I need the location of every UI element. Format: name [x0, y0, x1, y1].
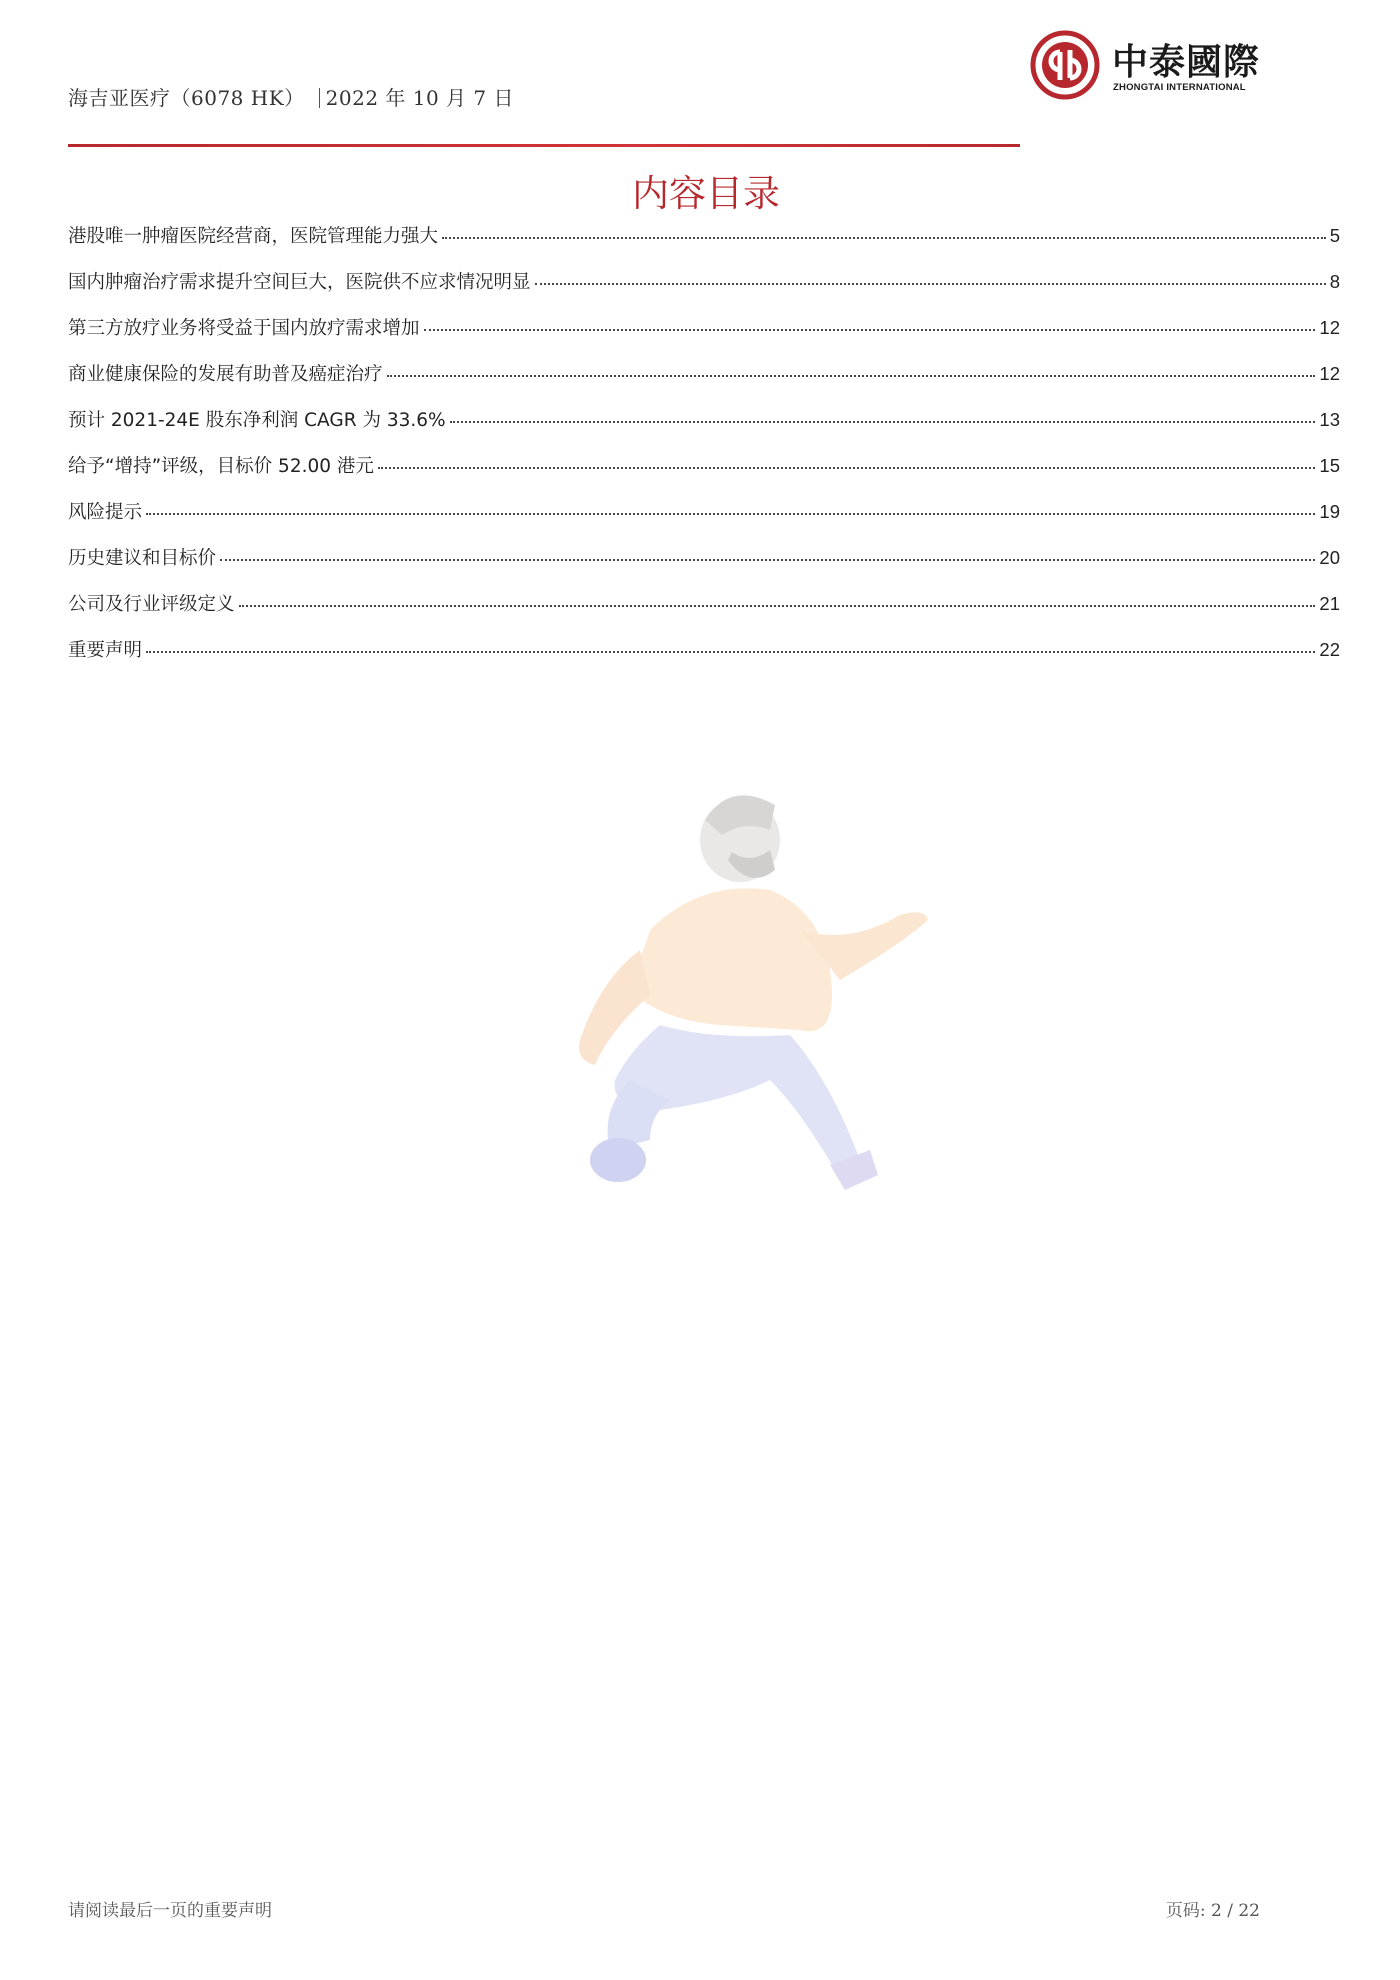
toc-entry-label: 港股唯一肿瘤医院经营商，医院管理能力强大 [68, 226, 439, 247]
toc-dot-leader [387, 375, 1316, 377]
toc-entry[interactable] [68, 406, 1340, 452]
toc-entry-page: 5 [1329, 225, 1340, 246]
header-divider [319, 88, 320, 108]
zhongtai-logo-icon [1030, 30, 1100, 100]
company-logo [1030, 30, 1260, 102]
toc-entry-page: 12 [1319, 363, 1340, 384]
toc-dot-leader [146, 513, 1315, 515]
toc-dot-leader [220, 559, 1315, 561]
footer-page-indicator: 页码: 2 / 22 [1165, 1901, 1260, 1921]
toc-entry-page: 13 [1319, 409, 1340, 430]
toc-entry-page: 12 [1319, 317, 1340, 338]
toc-entry-page: 20 [1319, 547, 1340, 568]
logo-english-name: ZHONGTAI INTERNATIONAL [1113, 82, 1246, 93]
toc-entry-label: 国内肿瘤治疗需求提升空间巨大，医院供不应求情况明显 [68, 272, 531, 293]
toc-dot-leader [146, 651, 1315, 653]
toc-entry[interactable] [68, 360, 1340, 406]
toc-entry[interactable] [68, 452, 1340, 498]
toc-entry-page: 22 [1319, 639, 1340, 660]
toc-dot-leader [442, 237, 1326, 239]
toc-title: 内容目录 [632, 172, 780, 215]
toc-entry-page: 8 [1329, 271, 1340, 292]
toc-entry-label: 预计 2021-24E 股东净利润 CAGR 为 33.6% [68, 410, 446, 431]
toc-entry-page: 15 [1319, 455, 1340, 476]
toc-entry-label: 历史建议和目标价 [68, 548, 217, 569]
running-man-illustration-icon [500, 780, 940, 1200]
toc-entry-label: 公司及行业评级定义 [68, 594, 235, 615]
toc-entry[interactable] [68, 222, 1340, 268]
toc-dot-leader [239, 605, 1316, 607]
report-header [68, 82, 514, 111]
footer-notice: 请阅读最后一页的重要声明 [68, 1901, 272, 1921]
table-of-contents [68, 222, 1340, 682]
toc-entry[interactable] [68, 590, 1340, 636]
toc-dot-leader [378, 467, 1316, 469]
header-date: 2022 年 10 月 7 日 [325, 86, 514, 110]
toc-entry-page: 19 [1319, 501, 1340, 522]
toc-entry[interactable] [68, 544, 1340, 590]
toc-entry-label: 第三方放疗业务将受益于国内放疗需求增加 [68, 318, 420, 339]
toc-entry-label: 商业健康保险的发展有助普及癌症治疗 [68, 364, 383, 385]
header-company: 海吉亚医疗（6078 HK） [68, 86, 305, 110]
toc-entry[interactable] [68, 498, 1340, 544]
toc-dot-leader [535, 283, 1326, 285]
toc-dot-leader [450, 421, 1316, 423]
toc-entry[interactable] [68, 636, 1340, 682]
toc-entry[interactable] [68, 268, 1340, 314]
toc-entry-label: 给予“增持”评级，目标价 52.00 港元 [68, 456, 374, 477]
logo-chinese-name: 中泰國際 [1112, 42, 1261, 83]
toc-dot-leader [424, 329, 1316, 331]
toc-entry[interactable] [68, 314, 1340, 360]
toc-entry-page: 21 [1319, 593, 1340, 614]
toc-entry-label: 风险提示 [68, 502, 143, 523]
header-rule [68, 144, 1020, 147]
toc-entry-label: 重要声明 [68, 640, 143, 661]
